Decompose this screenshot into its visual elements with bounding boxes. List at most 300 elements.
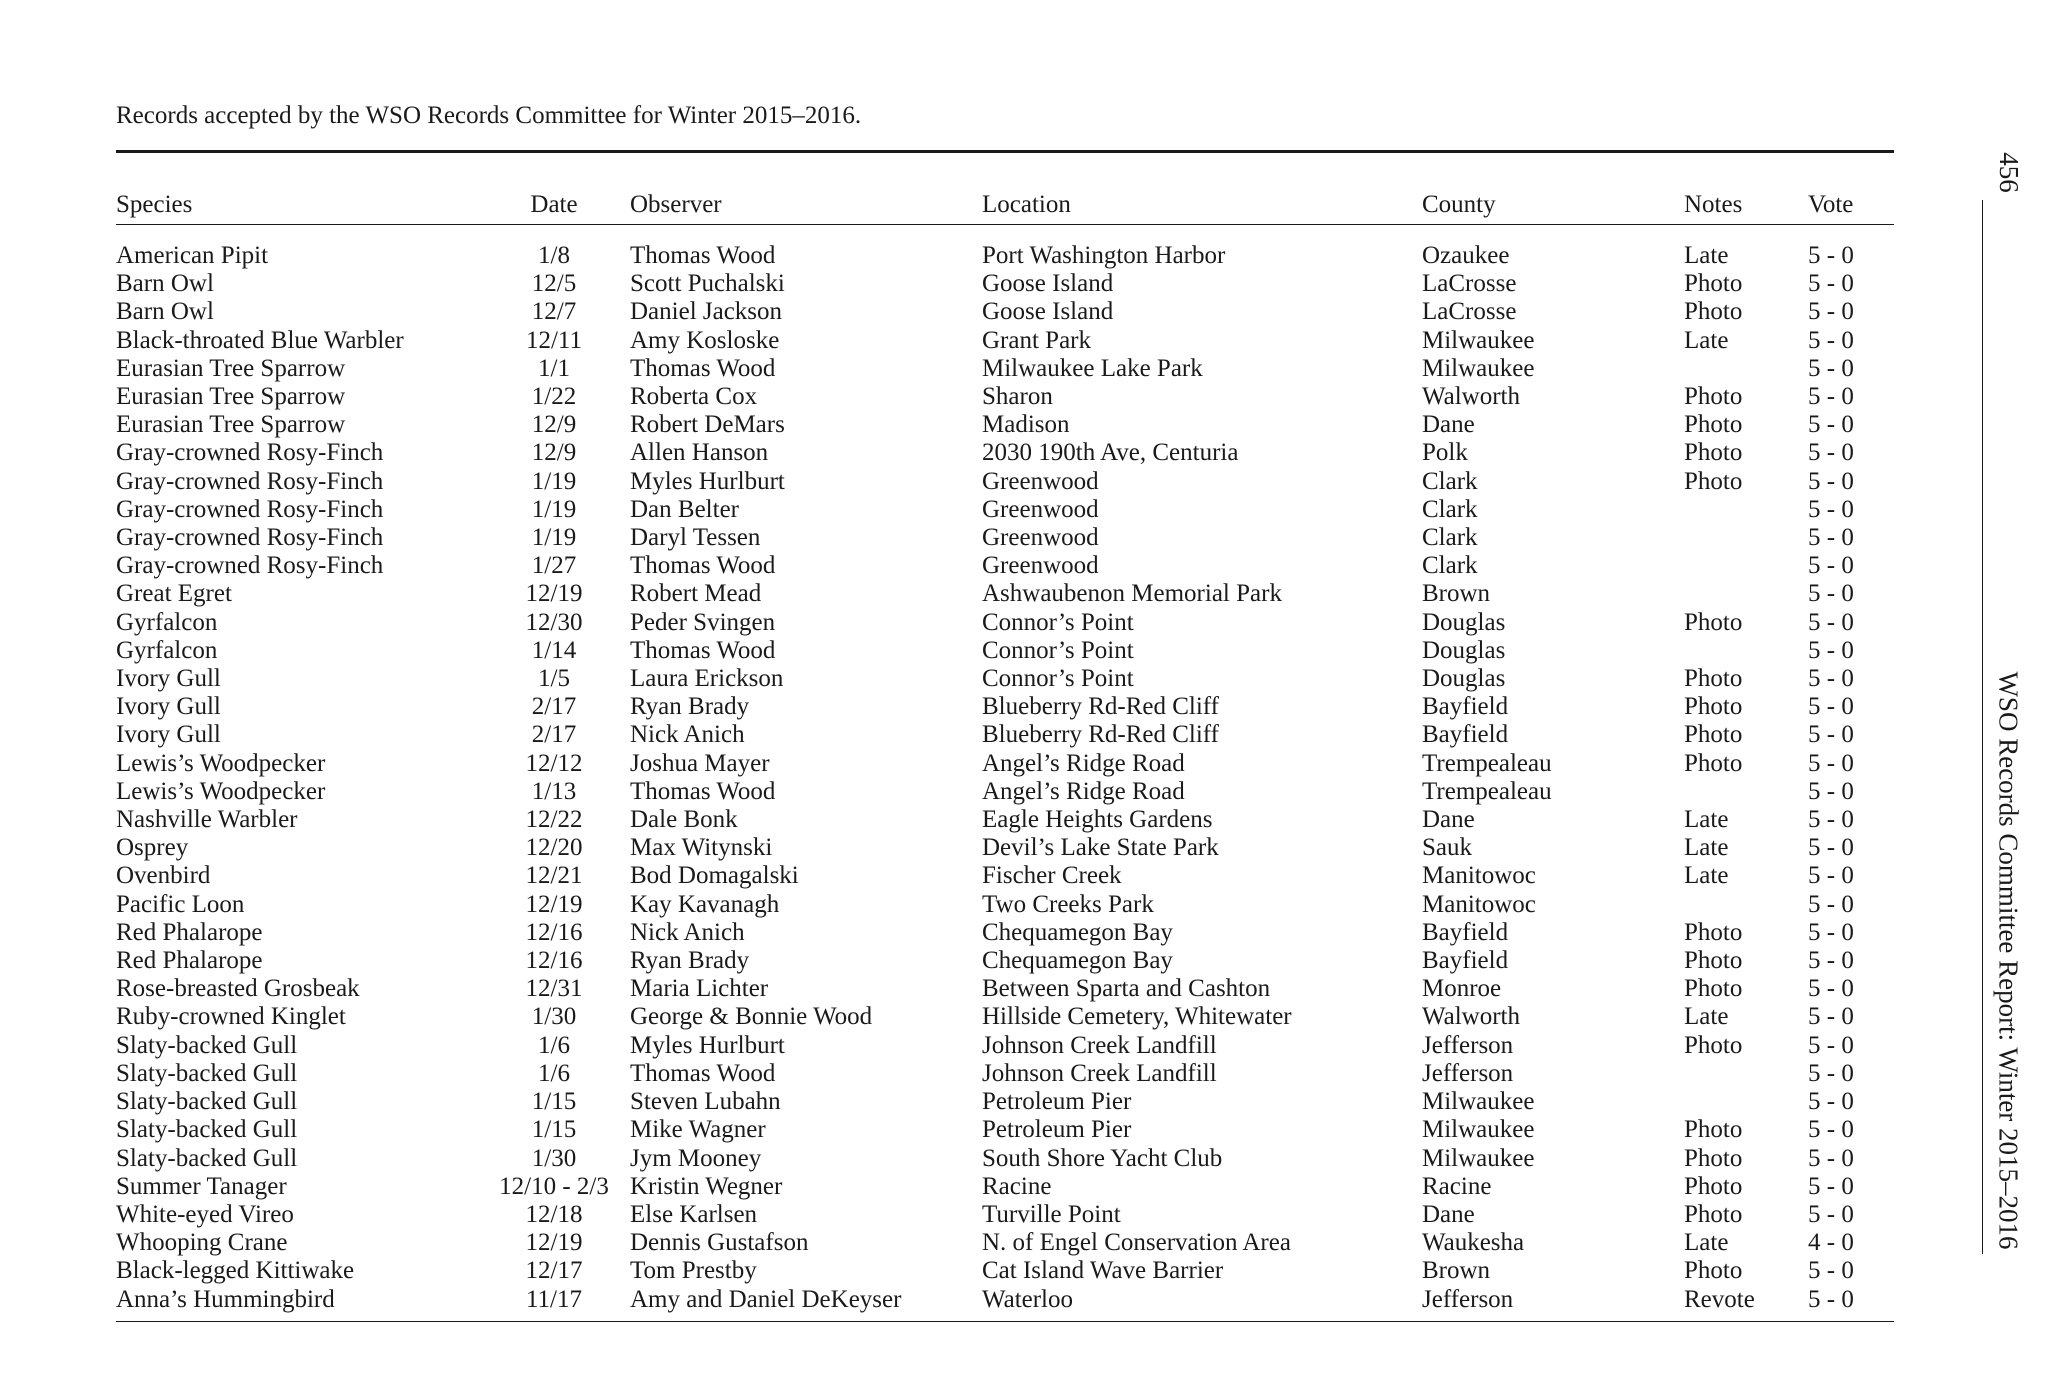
cell-notes: Revote <box>1684 1285 1755 1313</box>
table-row <box>116 778 1894 806</box>
header-observer: Observer <box>630 191 722 218</box>
cell-vote: 5 - 0 <box>1808 1031 1854 1059</box>
cell-observer: Tom Prestby <box>630 1257 757 1285</box>
header-date: Date <box>530 191 578 218</box>
cell-location: Fischer Creek <box>982 862 1122 890</box>
header-notes: Notes <box>1684 191 1743 218</box>
cell-county: Clark <box>1422 524 1478 552</box>
table-row <box>116 270 1894 298</box>
cell-date: 1/19 <box>531 524 577 552</box>
cell-date: 12/19 <box>525 580 583 608</box>
header-location: Location <box>982 191 1071 218</box>
table-row <box>116 947 1894 975</box>
cell-species: Whooping Crane <box>116 1229 288 1257</box>
table-row <box>116 1173 1894 1201</box>
cell-observer: Myles Hurlburt <box>630 1031 785 1059</box>
table-row <box>116 975 1894 1003</box>
cell-observer: Laura Erickson <box>630 665 784 693</box>
cell-species: Slaty-backed Gull <box>116 1031 298 1059</box>
cell-observer: Peder Svingen <box>630 608 776 636</box>
cell-location: Greenwood <box>982 524 1099 552</box>
cell-location: Petroleum Pier <box>982 1116 1132 1144</box>
cell-observer: Myles Hurlburt <box>630 467 785 495</box>
cell-location: 2030 190th Ave, Centuria <box>982 439 1239 467</box>
cell-notes: Photo <box>1684 439 1743 467</box>
cell-county: Milwaukee <box>1422 1144 1535 1172</box>
cell-location: Grant Park <box>982 326 1091 354</box>
cell-location: Chequamegon Bay <box>982 947 1173 975</box>
cell-date: 12/20 <box>525 834 583 862</box>
table-row <box>116 298 1894 326</box>
cell-county: Waukesha <box>1422 1229 1525 1257</box>
cell-vote: 5 - 0 <box>1808 354 1854 382</box>
cell-location: Johnson Creek Landfill <box>982 1059 1217 1087</box>
table-row <box>116 1201 1894 1229</box>
cell-notes: Photo <box>1684 383 1743 411</box>
cell-vote: 5 - 0 <box>1808 834 1854 862</box>
cell-observer: Thomas Wood <box>630 552 776 580</box>
cell-vote: 5 - 0 <box>1808 636 1854 664</box>
cell-date: 12/9 <box>531 439 577 467</box>
cell-date: 12/17 <box>525 1257 583 1285</box>
top-rule <box>116 150 1894 153</box>
cell-species: Ruby-crowned Kinglet <box>116 1003 346 1031</box>
cell-species: Slaty-backed Gull <box>116 1116 298 1144</box>
cell-notes: Photo <box>1684 270 1743 298</box>
header-species: Species <box>116 191 193 218</box>
cell-county: Brown <box>1422 580 1491 608</box>
cell-notes: Photo <box>1684 298 1743 326</box>
cell-vote: 5 - 0 <box>1808 1172 1854 1200</box>
cell-species: Red Phalarope <box>116 918 263 946</box>
cell-observer: Jym Mooney <box>630 1144 762 1172</box>
cell-county: Milwaukee <box>1422 1116 1535 1144</box>
cell-species: Osprey <box>116 834 189 862</box>
table-row <box>116 468 1894 496</box>
table-row <box>116 580 1894 608</box>
cell-date: 1/27 <box>531 552 577 580</box>
cell-location: Connor’s Point <box>982 608 1134 636</box>
cell-observer: Maria Lichter <box>630 975 769 1003</box>
cell-location: Ashwaubenon Memorial Park <box>982 580 1282 608</box>
cell-observer: Ryan Brady <box>630 947 750 975</box>
table-header <box>116 188 1894 242</box>
cell-location: Angel’s Ridge Road <box>982 777 1185 805</box>
cell-county: Jefferson <box>1422 1059 1514 1087</box>
cell-date: 12/30 <box>525 608 583 636</box>
cell-vote: 5 - 0 <box>1808 326 1854 354</box>
cell-species: Rose-breasted Grosbeak <box>116 975 360 1003</box>
cell-date: 12/7 <box>531 298 577 326</box>
cell-notes: Photo <box>1684 975 1743 1003</box>
table-row <box>116 242 1894 270</box>
cell-date: 12/18 <box>525 1200 583 1228</box>
cell-location: Connor’s Point <box>982 665 1134 693</box>
cell-location: N. of Engel Conservation Area <box>982 1229 1291 1257</box>
cell-notes: Late <box>1684 834 1729 862</box>
cell-location: Johnson Creek Landfill <box>982 1031 1217 1059</box>
cell-date: 1/19 <box>531 495 577 523</box>
cell-species: Gray-crowned Rosy-Finch <box>116 524 384 552</box>
table-row <box>116 383 1894 411</box>
cell-vote: 5 - 0 <box>1808 1144 1854 1172</box>
running-head-rule <box>1982 200 1983 1254</box>
cell-date: 1/6 <box>538 1059 570 1087</box>
cell-county: LaCrosse <box>1422 270 1517 298</box>
cell-vote: 5 - 0 <box>1808 918 1854 946</box>
table-caption: Records accepted by the WSO Records Committee for Winter 2015–2016. <box>116 102 862 129</box>
cell-species: Lewis’s Woodpecker <box>116 749 326 777</box>
table-body <box>116 242 1894 1314</box>
cell-notes <box>1684 552 1808 580</box>
cell-species: Gyrfalcon <box>116 608 218 636</box>
cell-observer: Robert DeMars <box>630 411 785 439</box>
cell-vote: 5 - 0 <box>1808 890 1854 918</box>
cell-notes <box>1684 778 1808 806</box>
page-number-text: 456 <box>1993 151 2024 193</box>
cell-vote: 5 - 0 <box>1808 721 1854 749</box>
cell-county: Jefferson <box>1422 1031 1514 1059</box>
cell-date: 1/15 <box>531 1116 577 1144</box>
cell-date: 1/30 <box>531 1144 577 1172</box>
cell-location: Hillside Cemetery, Whitewater <box>982 1003 1292 1031</box>
cell-species: Lewis’s Woodpecker <box>116 777 326 805</box>
cell-vote: 5 - 0 <box>1808 298 1854 326</box>
cell-notes <box>1684 637 1808 665</box>
table-row <box>116 524 1894 552</box>
cell-county: Milwaukee <box>1422 354 1535 382</box>
table-row <box>116 411 1894 439</box>
table-row <box>116 637 1894 665</box>
cell-species: Anna’s Hummingbird <box>116 1285 335 1313</box>
cell-notes: Late <box>1684 242 1729 269</box>
cell-vote: 5 - 0 <box>1808 1088 1854 1116</box>
cell-notes <box>1684 496 1808 524</box>
cell-species: Gray-crowned Rosy-Finch <box>116 439 384 467</box>
cell-vote: 5 - 0 <box>1808 495 1854 523</box>
cell-notes <box>1684 1060 1808 1088</box>
cell-location: Port Washington Harbor <box>982 242 1226 269</box>
cell-observer: Daniel Jackson <box>630 298 783 326</box>
cell-vote: 5 - 0 <box>1808 411 1854 439</box>
cell-location: Petroleum Pier <box>982 1088 1132 1116</box>
cell-notes: Late <box>1684 1229 1729 1257</box>
cell-date: 12/22 <box>525 806 583 834</box>
cell-observer: Dan Belter <box>630 495 739 523</box>
page-number <box>1988 142 2028 202</box>
table-row <box>116 665 1894 693</box>
cell-date: 12/19 <box>525 890 583 918</box>
cell-species: American Pipit <box>116 242 269 269</box>
table-row <box>116 750 1894 778</box>
cell-notes: Photo <box>1684 411 1743 439</box>
cell-notes: Photo <box>1684 665 1743 693</box>
cell-species: Ovenbird <box>116 862 211 890</box>
cell-notes: Late <box>1684 1003 1729 1031</box>
cell-species: Summer Tanager <box>116 1172 287 1200</box>
cell-date: 1/6 <box>538 1031 570 1059</box>
cell-date: 1/13 <box>531 777 577 805</box>
cell-notes: Photo <box>1684 749 1743 777</box>
running-head-text: WSO Records Committee Report: Winter 2015–2016 <box>1993 670 2024 1250</box>
cell-county: Manitowoc <box>1422 862 1536 890</box>
table-row <box>116 1032 1894 1060</box>
cell-date: 12/31 <box>525 975 583 1003</box>
cell-date: 1/30 <box>531 1003 577 1031</box>
cell-vote: 5 - 0 <box>1808 749 1854 777</box>
cell-notes: Photo <box>1684 721 1743 749</box>
cell-date: 12/19 <box>525 1229 583 1257</box>
cell-observer: Steven Lubahn <box>630 1088 781 1116</box>
cell-species: Black-throated Blue Warbler <box>116 326 404 354</box>
cell-date: 12/21 <box>525 862 583 890</box>
cell-notes: Photo <box>1684 467 1743 495</box>
cell-species: Pacific Loon <box>116 890 245 918</box>
table-row <box>116 693 1894 721</box>
cell-date: 1/1 <box>538 354 570 382</box>
header-county: County <box>1422 191 1496 218</box>
table-row <box>116 1116 1894 1144</box>
table-row <box>116 355 1894 383</box>
cell-location: Racine <box>982 1172 1052 1200</box>
table-row <box>116 1003 1894 1031</box>
cell-location: Chequamegon Bay <box>982 918 1173 946</box>
cell-county: LaCrosse <box>1422 298 1517 326</box>
table-row <box>116 1257 1894 1285</box>
cell-species: Slaty-backed Gull <box>116 1059 298 1087</box>
table-row <box>116 1286 1894 1314</box>
table-row <box>116 327 1894 355</box>
table-row <box>116 919 1894 947</box>
header-vote: Vote <box>1808 191 1854 218</box>
cell-date: 11/17 <box>525 1285 583 1313</box>
cell-location: South Shore Yacht Club <box>982 1144 1223 1172</box>
cell-county: Bayfield <box>1422 693 1509 721</box>
cell-observer: Dennis Gustafson <box>630 1229 809 1257</box>
cell-notes <box>1684 891 1808 919</box>
cell-date: 2/17 <box>531 721 577 749</box>
cell-location: Waterloo <box>982 1285 1074 1313</box>
cell-notes: Photo <box>1684 693 1743 721</box>
cell-date: 1/14 <box>531 636 577 664</box>
cell-location: Goose Island <box>982 298 1114 326</box>
cell-notes: Photo <box>1684 1200 1743 1228</box>
cell-date: 1/15 <box>531 1088 577 1116</box>
cell-county: Clark <box>1422 495 1478 523</box>
cell-species: Ivory Gull <box>116 721 221 749</box>
cell-county: Sauk <box>1422 834 1472 862</box>
cell-notes: Photo <box>1684 1144 1743 1172</box>
cell-observer: Thomas Wood <box>630 1059 776 1087</box>
cell-species: Black-legged Kittiwake <box>116 1257 355 1285</box>
cell-observer: George & Bonnie Wood <box>630 1003 873 1031</box>
cell-observer: Amy Kosloske <box>630 326 780 354</box>
table-row <box>116 1060 1894 1088</box>
cell-location: Connor’s Point <box>982 636 1134 664</box>
table-row <box>116 439 1894 467</box>
table-row <box>116 862 1894 890</box>
cell-species: Red Phalarope <box>116 947 263 975</box>
cell-county: Douglas <box>1422 608 1506 636</box>
cell-location: Milwaukee Lake Park <box>982 354 1203 382</box>
cell-species: Gray-crowned Rosy-Finch <box>116 495 384 523</box>
running-head <box>1988 660 2028 1260</box>
cell-species: Gray-crowned Rosy-Finch <box>116 552 384 580</box>
cell-vote: 5 - 0 <box>1808 1285 1854 1313</box>
cell-date: 2/17 <box>531 693 577 721</box>
cell-observer: Else Karlsen <box>630 1200 758 1228</box>
cell-date: 12/16 <box>525 947 583 975</box>
cell-notes: Late <box>1684 806 1729 834</box>
cell-vote: 5 - 0 <box>1808 947 1854 975</box>
table-row <box>116 834 1894 862</box>
cell-notes <box>1684 1088 1808 1116</box>
cell-species: Eurasian Tree Sparrow <box>116 383 346 411</box>
cell-vote: 5 - 0 <box>1808 1200 1854 1228</box>
cell-species: Gray-crowned Rosy-Finch <box>116 467 384 495</box>
cell-observer: Thomas Wood <box>630 777 776 805</box>
cell-observer: Kristin Wegner <box>630 1172 783 1200</box>
table-row <box>116 609 1894 637</box>
cell-date: 12/12 <box>525 749 583 777</box>
cell-notes <box>1684 580 1808 608</box>
cell-location: Greenwood <box>982 467 1099 495</box>
cell-vote: 5 - 0 <box>1808 383 1854 411</box>
cell-vote: 5 - 0 <box>1808 975 1854 1003</box>
cell-observer: Daryl Tessen <box>630 524 761 552</box>
cell-vote: 5 - 0 <box>1808 1116 1854 1144</box>
cell-date: 12/16 <box>525 918 583 946</box>
cell-location: Madison <box>982 411 1070 439</box>
cell-notes: Photo <box>1684 1257 1743 1285</box>
cell-county: Milwaukee <box>1422 1088 1535 1116</box>
cell-location: Turville Point <box>982 1200 1121 1228</box>
cell-vote: 4 - 0 <box>1808 1229 1854 1257</box>
cell-county: Douglas <box>1422 636 1506 664</box>
cell-county: Douglas <box>1422 665 1506 693</box>
cell-species: Eurasian Tree Sparrow <box>116 354 346 382</box>
table-row <box>116 552 1894 580</box>
cell-county: Polk <box>1422 439 1468 467</box>
cell-date: 12/11 <box>525 326 583 354</box>
cell-notes: Late <box>1684 862 1729 890</box>
cell-vote: 5 - 0 <box>1808 524 1854 552</box>
cell-species: White-eyed Vireo <box>116 1200 294 1228</box>
cell-observer: Nick Anich <box>630 918 745 946</box>
cell-notes: Photo <box>1684 1116 1743 1144</box>
cell-vote: 5 - 0 <box>1808 806 1854 834</box>
table-row <box>116 1229 1894 1257</box>
cell-location: Devil’s Lake State Park <box>982 834 1219 862</box>
cell-county: Clark <box>1422 552 1478 580</box>
cell-observer: Kay Kavanagh <box>630 890 780 918</box>
cell-county: Bayfield <box>1422 947 1509 975</box>
table-row <box>116 1088 1894 1116</box>
cell-observer: Thomas Wood <box>630 354 776 382</box>
cell-species: Slaty-backed Gull <box>116 1144 298 1172</box>
cell-location: Sharon <box>982 383 1053 411</box>
cell-observer: Nick Anich <box>630 721 745 749</box>
cell-observer: Bod Domagalski <box>630 862 799 890</box>
cell-vote: 5 - 0 <box>1808 552 1854 580</box>
cell-location: Cat Island Wave Barrier <box>982 1257 1224 1285</box>
cell-county: Ozaukee <box>1422 242 1510 269</box>
cell-location: Angel’s Ridge Road <box>982 749 1185 777</box>
cell-county: Walworth <box>1422 1003 1520 1031</box>
table-row <box>116 1145 1894 1173</box>
cell-vote: 5 - 0 <box>1808 1059 1854 1087</box>
cell-date: 12/10 - 2/3 <box>499 1172 609 1200</box>
cell-county: Manitowoc <box>1422 890 1536 918</box>
cell-notes <box>1684 355 1808 383</box>
cell-vote: 5 - 0 <box>1808 665 1854 693</box>
table-row <box>116 721 1894 749</box>
cell-observer: Max Witynski <box>630 834 773 862</box>
cell-observer: Dale Bonk <box>630 806 738 834</box>
cell-vote: 5 - 0 <box>1808 467 1854 495</box>
cell-county: Jefferson <box>1422 1285 1514 1313</box>
table-row <box>116 891 1894 919</box>
cell-observer: Allen Hanson <box>630 439 769 467</box>
cell-date: 1/22 <box>531 383 577 411</box>
cell-observer: Scott Puchalski <box>630 270 785 298</box>
cell-county: Bayfield <box>1422 721 1509 749</box>
bottom-rule <box>116 1321 1894 1322</box>
cell-date: 1/19 <box>531 467 577 495</box>
cell-species: Eurasian Tree Sparrow <box>116 411 346 439</box>
cell-county: Milwaukee <box>1422 326 1535 354</box>
cell-county: Walworth <box>1422 383 1520 411</box>
cell-observer: Joshua Mayer <box>630 749 770 777</box>
cell-county: Clark <box>1422 467 1478 495</box>
cell-county: Bayfield <box>1422 918 1509 946</box>
cell-date: 1/8 <box>538 242 570 269</box>
cell-location: Between Sparta and Cashton <box>982 975 1271 1003</box>
cell-date: 12/9 <box>531 411 577 439</box>
cell-species: Barn Owl <box>116 270 214 298</box>
cell-observer: Mike Wagner <box>630 1116 766 1144</box>
cell-observer: Ryan Brady <box>630 693 750 721</box>
cell-species: Ivory Gull <box>116 693 221 721</box>
cell-vote: 5 - 0 <box>1808 439 1854 467</box>
cell-vote: 5 - 0 <box>1808 862 1854 890</box>
cell-observer: Robert Mead <box>630 580 762 608</box>
cell-vote: 5 - 0 <box>1808 1003 1854 1031</box>
cell-notes: Late <box>1684 326 1729 354</box>
cell-vote: 5 - 0 <box>1808 270 1854 298</box>
cell-vote: 5 - 0 <box>1808 693 1854 721</box>
cell-location: Two Creeks Park <box>982 890 1154 918</box>
cell-date: 12/5 <box>531 270 577 298</box>
cell-notes <box>1684 524 1808 552</box>
table-row <box>116 496 1894 524</box>
cell-notes: Photo <box>1684 1031 1743 1059</box>
cell-observer: Thomas Wood <box>630 242 776 269</box>
cell-species: Ivory Gull <box>116 665 221 693</box>
cell-vote: 5 - 0 <box>1808 1257 1854 1285</box>
cell-location: Greenwood <box>982 552 1099 580</box>
cell-notes: Photo <box>1684 1172 1743 1200</box>
cell-county: Dane <box>1422 1200 1475 1228</box>
cell-county: Trempealeau <box>1422 749 1552 777</box>
cell-notes: Photo <box>1684 947 1743 975</box>
cell-location: Goose Island <box>982 270 1114 298</box>
cell-species: Nashville Warbler <box>116 806 298 834</box>
cell-location: Greenwood <box>982 495 1099 523</box>
cell-county: Monroe <box>1422 975 1502 1003</box>
cell-county: Dane <box>1422 806 1475 834</box>
cell-county: Dane <box>1422 411 1475 439</box>
